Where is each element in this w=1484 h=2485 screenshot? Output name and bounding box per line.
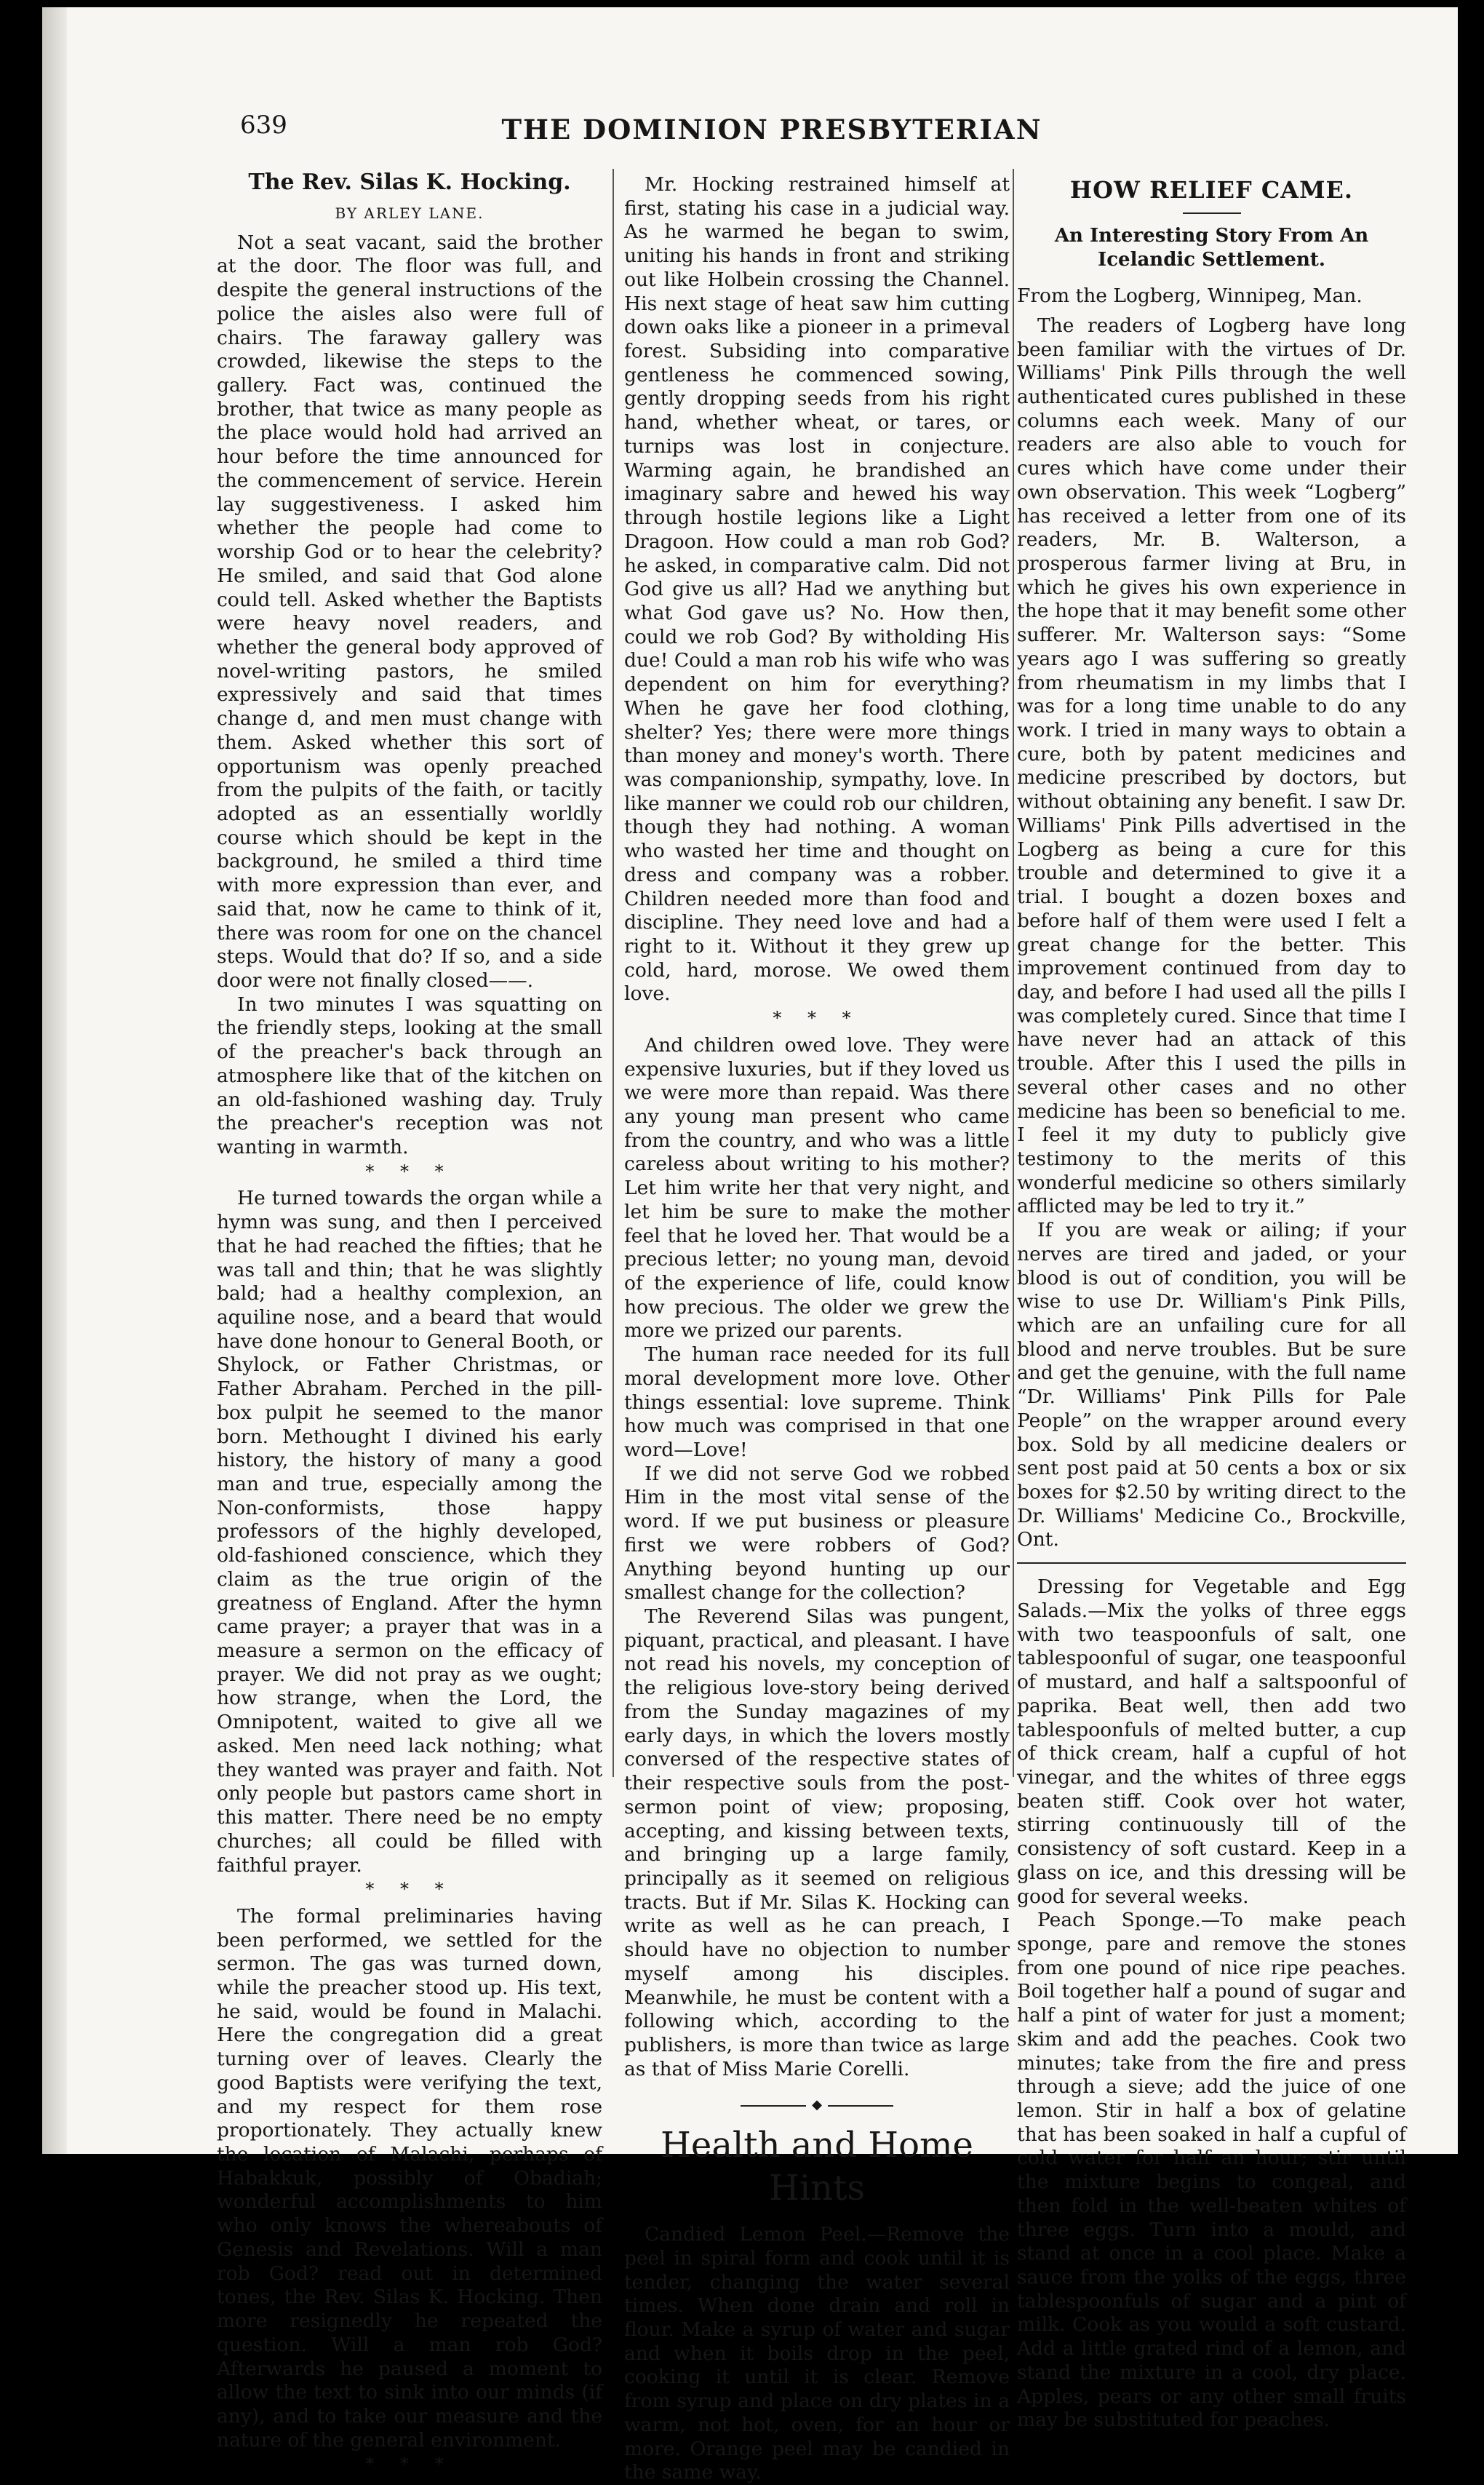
title-rule — [1183, 212, 1241, 214]
section-rule — [1017, 1562, 1406, 1564]
paragraph: If we did not serve God we robbed Him in the most vital sense of the word. If we put business or pleasure first we were robbers of God? Anything beyond hunting up our smallest change for the collection? — [624, 1462, 1010, 1605]
section-stars: * * * — [365, 2454, 454, 2475]
paragraph: And children owed love. They were expensive luxuries, but if they loved us we were more than repaid. Was there any young man present who came from the country, and who was a little careless about writing to his mother? Let him write her that very night, and let him be sure to make the mother feel that he loved her. That would be a precious letter; no young man, devoid of the experience of life, could know how precious. The older we grew the more we prized our parents. — [624, 1033, 1010, 1343]
recipe-peach-sponge — [1017, 1909, 1406, 2433]
paragraph: The human race needed for its full moral development more love. Other things essential: love supreme. Think how much was comprised in that one word—Love! — [624, 1343, 1010, 1461]
paragraph: If you are weak or ailing; if your nerves are tired and jaded, or your blood is out of condition, you will be wise to use Dr. William's Pink Pills, which are an unfailing cure for all blood and nerve troubles. But be sure and get the genuine, with the full name “Dr. Williams' Pink Pills for Pale People” on the wrapper around every box. Sold by all medicine dealers or sent post paid at 50 cents a box or six boxes for $2.50 by writing direct to the Dr. Williams' Medicine Co., Brockville, Ont. — [1017, 1219, 1406, 1551]
byline: BY ARLEY LANE. — [335, 204, 484, 223]
column-2 — [624, 173, 1010, 2485]
article-title-relief: HOW RELIEF CAME. — [1069, 176, 1354, 204]
running-title: THE DOMINION PRESBYTERIAN — [501, 114, 1042, 146]
health-section-title: Health and Home Hints — [661, 2124, 973, 2208]
column-1 — [217, 169, 602, 2480]
recipe-title: Peach Sponge. — [1037, 1909, 1201, 1932]
article-title-hocking: The Rev. Silas K. Hocking. — [248, 170, 571, 195]
column-divider — [1013, 169, 1014, 1777]
ornament-rule: ◆ — [624, 2097, 1010, 2113]
column-3 — [1017, 173, 1406, 2433]
paragraph: He turned towards the organ while a hymn was sung, and then I perceived that he had reached the fifties; that he was tall and thin; that he was slightly bald; had a healthy complexion, an aquiline nose, and a beard that would have done honour to General Booth, or Shylock, or Father Christmas, or Father Abraham. Perched in the pill-box pulpit he seemed to the manor born. Methought I divined his early history, the history of many a good man and true, especially among the Non-conformists, those happy professors of the highly developed, old-fashioned conscience, which they claim as the true origin of the greatness of England. After the hymn came prayer; a prayer that was in a measure a sermon on the efficacy of prayer. We did not pray as we ought; how strange, when the Lord, the Omnipotent, waited to give all we asked. Men need lack nothing; what they wanted was prayer and faith. Not only people but pastors came short in this matter. There need be no empty churches; all could be filled with faithful prayer. — [217, 1187, 602, 1877]
recipe-title: Candied Lemon Peel. — [645, 2223, 867, 2246]
paragraph: The Reverend Silas was pungent, piquant, practical, and pleasant. I have not read his novels, my conception of the religious love-story being derived from the Sunday magazines of my early days, in which the lovers mostly conversed of the respective states of their respective souls from the post-sermon point of view; proposing, accepting, and kissing between texts, and bringing up a large family, principally as it seemed on religious tracts. But if Mr. Silas K. Hocking can write as well as he can preach, I should have no objection to number myself among his disciples. Meanwhile, he must be content with a following which, according to the publishers, is more than twice as large as that of Miss Marie Corelli. — [624, 1605, 1010, 2080]
section-stars: * * * — [773, 1008, 861, 1029]
page-number: 639 — [240, 111, 287, 140]
dateline: From the Logberg, Winnipeg, Man. — [1017, 285, 1363, 308]
section-stars: * * * — [365, 1879, 454, 1900]
recipe-title: Dressing for Vegetable and Egg Salads. — [1017, 1575, 1406, 1622]
article-subtitle: An Interesting Story From An Icelandic Settlement. — [1054, 224, 1369, 271]
paragraph: The readers of Logberg have long been familiar with the virtues of Dr. Williams' Pink Pills through the well authenticated cures published in these columns each week. Many of our readers are also able to vouch for cures which have come under their own observation. This week “Logberg” has received a letter from one of its readers, Mr. B. Walterson, a prosperous farmer living at Bru, in which he gives his own experience in the hope that it may benefit some other sufferer. Mr. Walterson says: “Some years ago I was suffering so greatly from rheumatism in my limbs that I was for a long time unable to do any work. I tried in many ways to obtain a cure, both by patent medicines and medicine prescribed by doctors, but without obtaining any benefit. I saw Dr. Williams' Pink Pills advertised in the Logberg as being a cure for this trouble and determined to give it a trial. I bought a dozen boxes and before half of them were used I felt a great change for the better. This improvement continued from day to day, and before I had used all the pills I was completely cured. Since that time I have never had an attack of this trouble. After this I used the pills in several other cases and no other medicine has been so beneficial to me. I feel it my duty to publicly give testimony to the merits of this wonderful medicine so others similarly afflicted may be led to try it.” — [1017, 314, 1406, 1218]
recipe-text: —To make peach sponge, pare and remove the stones from one pound of nice ripe peaches. Boil together half a pound of sugar and half a pint of water for just a moment; skim and add the peaches. Cook two minutes; take from the fire and press through a sieve; add the juice of one lemon. Stir in half a box of gelatine that has been soaked in half a cupful of cold water for half an hour; stir until the mixture begins to congeal, and then fold in the well-beaten whites of three eggs. Turn into a mould, and stand at once in a cool place. Make a sauce from the yolks of the eggs, three tablespoonfuls of sugar and a pint of milk. Cook as you would a soft custard. Add a little grated rind of a lemon, and stand the mixture in a cool, dry place. Apples, pears or any other small fruits may be substituted for peaches. — [1017, 1909, 1406, 2432]
recipe-salad-dressing — [1017, 1575, 1406, 1909]
paragraph: Not a seat vacant, said the brother at the door. The floor was full, and despite the general instructions of the police the aisles also were full of chairs. The faraway gallery was crowded, likewise the steps to the gallery. Fact was, continued the brother, that twice as many people as the place would hold had arrived an hour before the time announced for the commencement of service. Herein lay suggestiveness. I asked him whether the people had come to worship God or to hear the celebrity? He smiled, and said that God alone could tell. Asked whether the Baptists were heavy novel readers, and whether the general body approved of novel-writing pastors, he smiled expressively and said that times change d, and men must change with them. Asked whether this sort of opportunism was openly preached from the pulpits of the faith, or tacitly adopted as an essentially worldly course which should be kept in the background, he smiled a third time with more expression than ever, and said that, now he came to think of it, there was room for one on the chancel steps. Would that do? If so, and a side door were not finally closed——. — [217, 231, 602, 993]
recipe-text: —Remove the peel in spiral form and cook until it is tender, changing the water several times. When done drain and roll in flour. Make a syrup of water and sugar and when it boils drop in the peel, cooking it until it is clear. Remove from syrup and place on dry plates in a warm, not hot, oven, for an hour or more. Orange peel may be candied in the same way. — [624, 2223, 1010, 2484]
binding-edge — [42, 7, 67, 2154]
recipe-text: —Mix the yolks of three eggs with two teaspoonfuls of salt, one tablespoonful of sugar, one teaspoonful of mustard, and half a saltspoonful of paprika. Beat well, then add two tablespoonfuls of melted butter, a cup of thick cream, half a cupful of hot vinegar, and the whites of three eggs beaten stiff. Cook over hot water, stirring continuously till of the consistency of soft custard. Keep in a glass on ice, and this dressing will be good for several weeks. — [1017, 1599, 1406, 1908]
paragraph: The formal preliminaries having been performed, we settled for the sermon. The gas was turned down, while the preacher stood up. His text, he said, would be found in Malachi. Here the congregation did a great turning over of leaves. Clearly the good Baptists were verifying the text, and my respect for them rose proportionately. They actually knew the location of Malachi, perhaps of Habakkuk, possibly of Obadiah; wonderful accomplishments to him who only knows the whereabouts of Genesis and Revelations. Will a man rob God? read out in determined tones, the Rev. Silas K. Hocking. Then more resignedly he repeated the question. Will a man rob God? Afterwards he paused a moment to allow the text to sink into our minds (if any), and to take our measure and the nature of the general environment. — [217, 1904, 602, 2452]
newspaper-page — [42, 7, 1458, 2484]
paragraph: In two minutes I was squatting on the friendly steps, looking at the small of the preacher's back through an atmosphere like that of the kitchen on an old-fashioned washing day. Truly the preacher's reception was not wanting in warmth. — [217, 993, 602, 1159]
column-divider — [613, 169, 614, 1777]
recipe-lemon-peel — [624, 2223, 1010, 2485]
section-stars: * * * — [365, 1161, 454, 1182]
paragraph: Mr. Hocking restrained himself at first, stating his case in a judicial way. As he warmed he began to swim, uniting his hands in front and striking out like Holbein crossing the Channel. His next stage of heat saw him cutting down oaks like a pioneer in a primeval forest. Subsiding into comparative gentleness he commenced sowing, gently dropping seeds from his right hand, whether wheat, or tares, or turnips was lost in conjecture. Warming again, he brandished an imaginary sabre and hewed his way through hostile legions like a Light Dragoon. How could a man rob God? he asked, in comparative calm. Did not God give us all? Had we anything but what God gave us? No. How then, could we rob God? By witholding His due! Could a man rob his wife who was dependent on him for everything? When he gave her food clothing, shelter? Yes; there were more things than money and money's worth. There was companionship, sympathy, love. In like manner we could rob our children, though they had nothing. A woman who wasted her time and thought on dress and company was a robber. Children needed more than food and discipline. They need love and had a right to it. Without it they grew up cold, hard, morose. We owed them love. — [624, 173, 1010, 1006]
